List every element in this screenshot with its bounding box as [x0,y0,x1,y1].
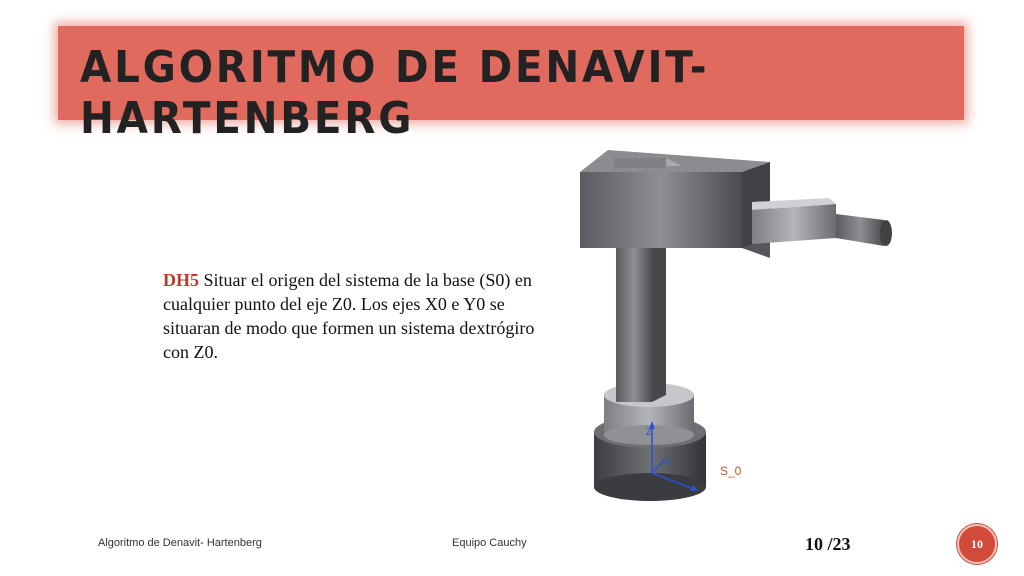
axis-y-label: Y [664,458,671,469]
top-housing [580,150,770,258]
slide-title: ALGORITMO DE DENAVIT- HARTENBERG [80,42,710,144]
slide-number-badge: 10 [957,524,997,564]
step-text: Situar el origen del sistema de la base (S0) en cualquier punto del eje Z0. Los ejes X0 e Y0 se situaran de modo que formen un sistema dextrógiro con Z0. [163,270,535,362]
title-banner [58,26,964,144]
extending-arm [752,198,892,246]
footer-author: Equipo Cauchy [452,537,527,549]
axis-z-label: Z [646,427,653,438]
frame-s0-label: S_0 [720,464,742,478]
vertical-column [616,228,666,402]
robot-figure [574,140,904,510]
step-tag: DH5 [163,270,199,290]
footer-title: Algoritmo de Denavit- Hartenberg [98,537,262,549]
page-counter: 10 /23 [805,534,851,554]
body-paragraph [163,268,543,364]
